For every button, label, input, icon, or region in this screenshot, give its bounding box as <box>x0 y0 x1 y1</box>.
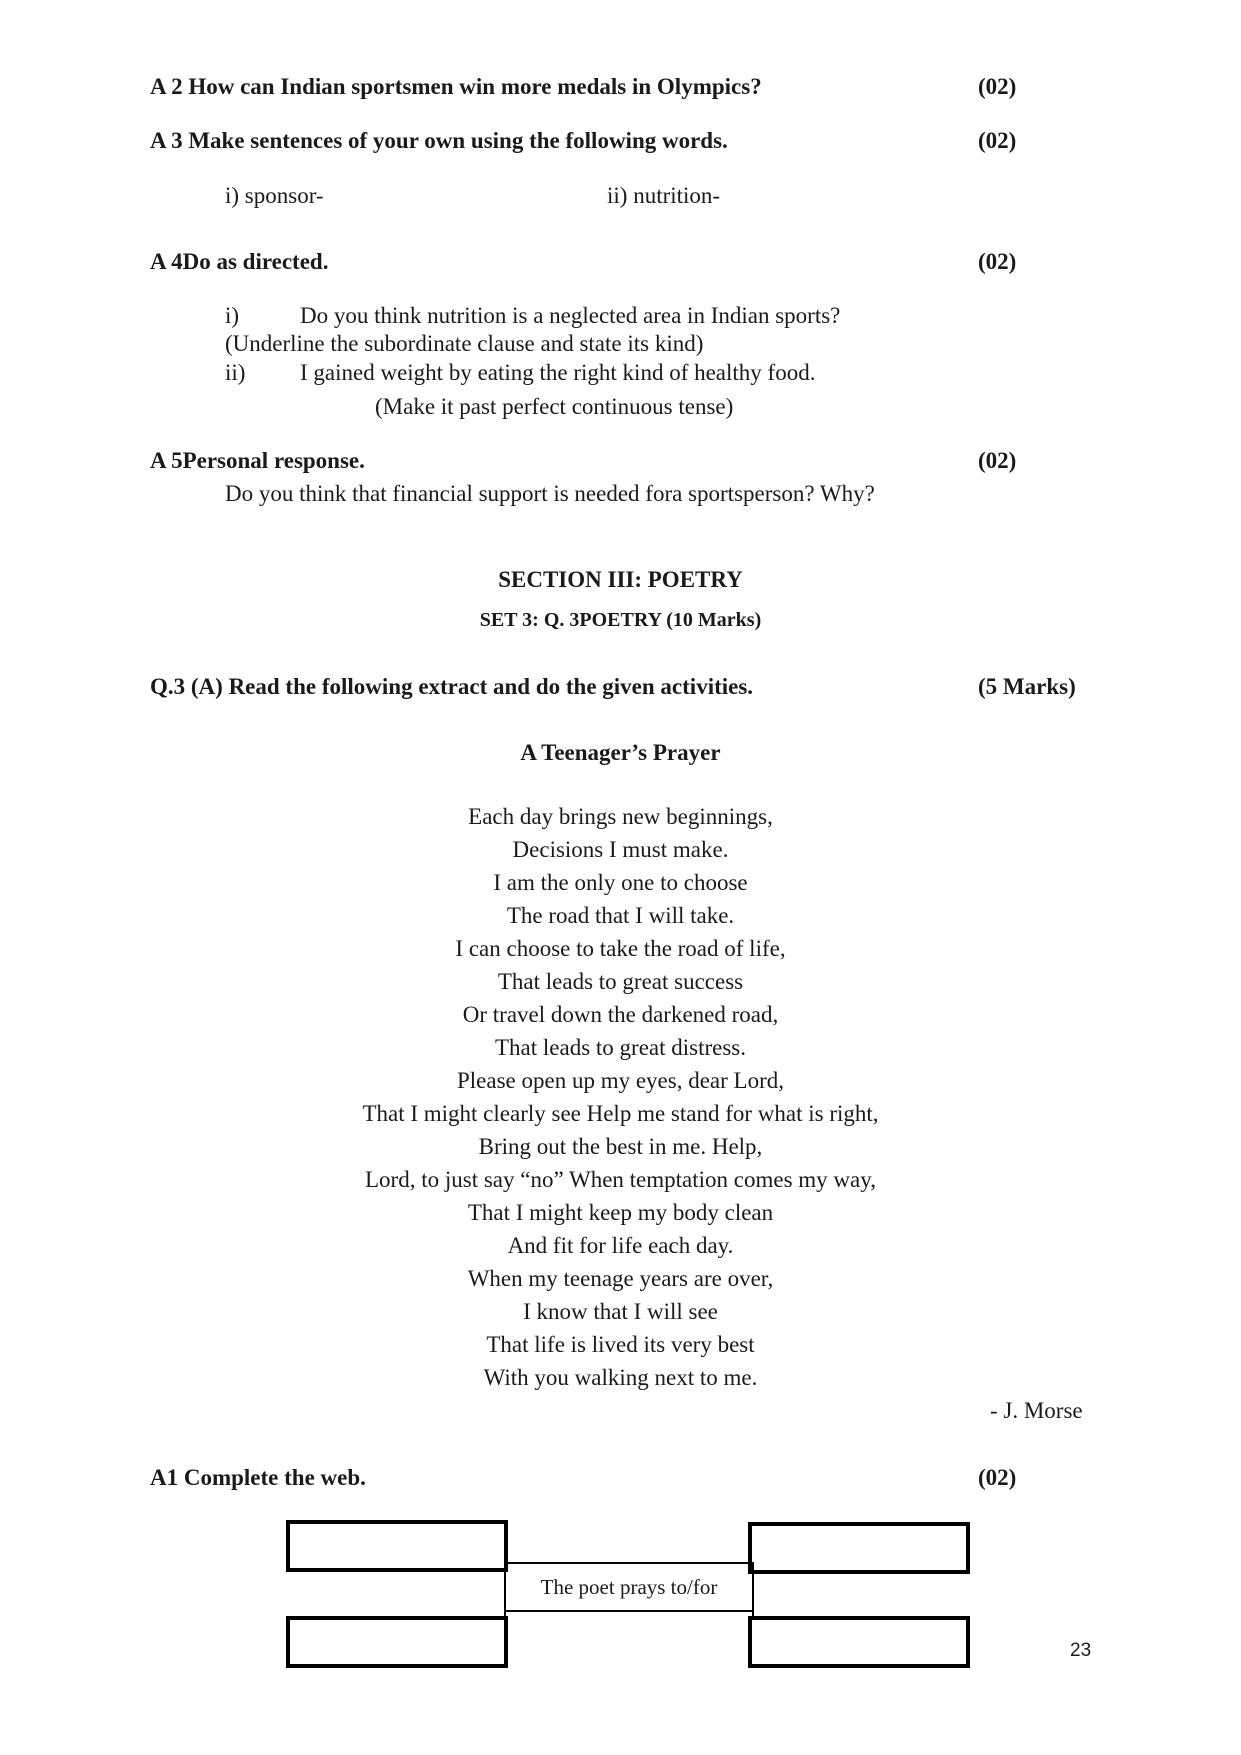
web-center-box <box>504 1562 754 1612</box>
poem-line: Each day brings new beginnings, <box>468 804 773 829</box>
web-center-label: The poet prays to/for <box>540 1574 718 1599</box>
a4-item1-number: i) <box>225 303 240 328</box>
question-a5-marks: (02) <box>978 448 1017 473</box>
a4-item2-number: ii) <box>225 360 246 385</box>
question-a5: A 5Personal response. <box>150 448 365 473</box>
poem-line: The road that I will take. <box>506 903 735 928</box>
poem-line: Or travel down the darkened road, <box>462 1002 779 1027</box>
a3-word-sponsor: i) sponsor- <box>225 183 324 208</box>
poem-line: Decisions I must make. <box>512 837 729 862</box>
section-title: SECTION III: POETRY <box>498 567 743 592</box>
question-q3-marks: (5 Marks) <box>978 674 1076 699</box>
question-q3: Q.3 (A) Read the following extract and do the given activities. <box>150 674 754 699</box>
question-a4-marks: (02) <box>978 249 1017 274</box>
a4-item2-instruction: (Make it past perfect continuous tense) <box>375 394 734 419</box>
poem-line: When my teenage years are over, <box>467 1266 774 1291</box>
poem-title: A Teenager’s Prayer <box>520 740 721 765</box>
poem-line: With you walking next to me. <box>483 1365 758 1390</box>
poem-line: And fit for life each day. <box>507 1233 734 1258</box>
a5-prompt: Do you think that financial support is needed fora sportsperson? Why? <box>225 481 875 506</box>
poem-line: Bring out the best in me. Help, <box>478 1134 763 1159</box>
poem-line: I can choose to take the road of life, <box>455 936 786 961</box>
question-a1-marks: (02) <box>978 1465 1017 1490</box>
poem-line: I am the only one to choose <box>493 870 748 895</box>
question-a2-marks: (02) <box>978 74 1017 99</box>
poem-line: That life is lived its very best <box>486 1332 755 1357</box>
question-a3: A 3 Make sentences of your own using the following words. <box>150 128 728 153</box>
question-a4: A 4Do as directed. <box>150 249 329 274</box>
poem-author: - J. Morse <box>990 1398 1083 1423</box>
poem-line: Please open up my eyes, dear Lord, <box>456 1068 784 1093</box>
web-answer-box-bottom-right[interactable] <box>748 1616 970 1668</box>
question-a3-marks: (02) <box>978 128 1017 153</box>
a4-item2-text: I gained weight by eating the right kind of healthy food. <box>300 360 816 385</box>
web-answer-box-top-left[interactable] <box>286 1520 508 1572</box>
section-subtitle: SET 3: Q. 3POETRY (10 Marks) <box>479 609 762 631</box>
page-number: 23 <box>1070 1640 1092 1661</box>
poem-line: That I might clearly see Help me stand for what is right, <box>362 1101 879 1126</box>
poem-line: That I might keep my body clean <box>467 1200 774 1225</box>
question-a1: A1 Complete the web. <box>150 1465 366 1490</box>
web-answer-box-bottom-left[interactable] <box>286 1616 508 1668</box>
a4-item1-text: Do you think nutrition is a neglected area in Indian sports? <box>300 303 841 328</box>
a4-item1-instruction: (Underline the subordinate clause and state its kind) <box>225 331 704 356</box>
poem-line: That leads to great success <box>497 969 744 994</box>
a3-word-nutrition: ii) nutrition- <box>607 183 721 208</box>
question-a2: A 2 How can Indian sportsmen win more medals in Olympics? <box>150 74 762 99</box>
poem-line: Lord, to just say “no” When temptation comes my way, <box>365 1167 876 1192</box>
web-answer-box-top-right[interactable] <box>748 1522 970 1574</box>
poem-line: That leads to great distress. <box>494 1035 746 1060</box>
poem-line: I know that I will see <box>523 1299 718 1324</box>
